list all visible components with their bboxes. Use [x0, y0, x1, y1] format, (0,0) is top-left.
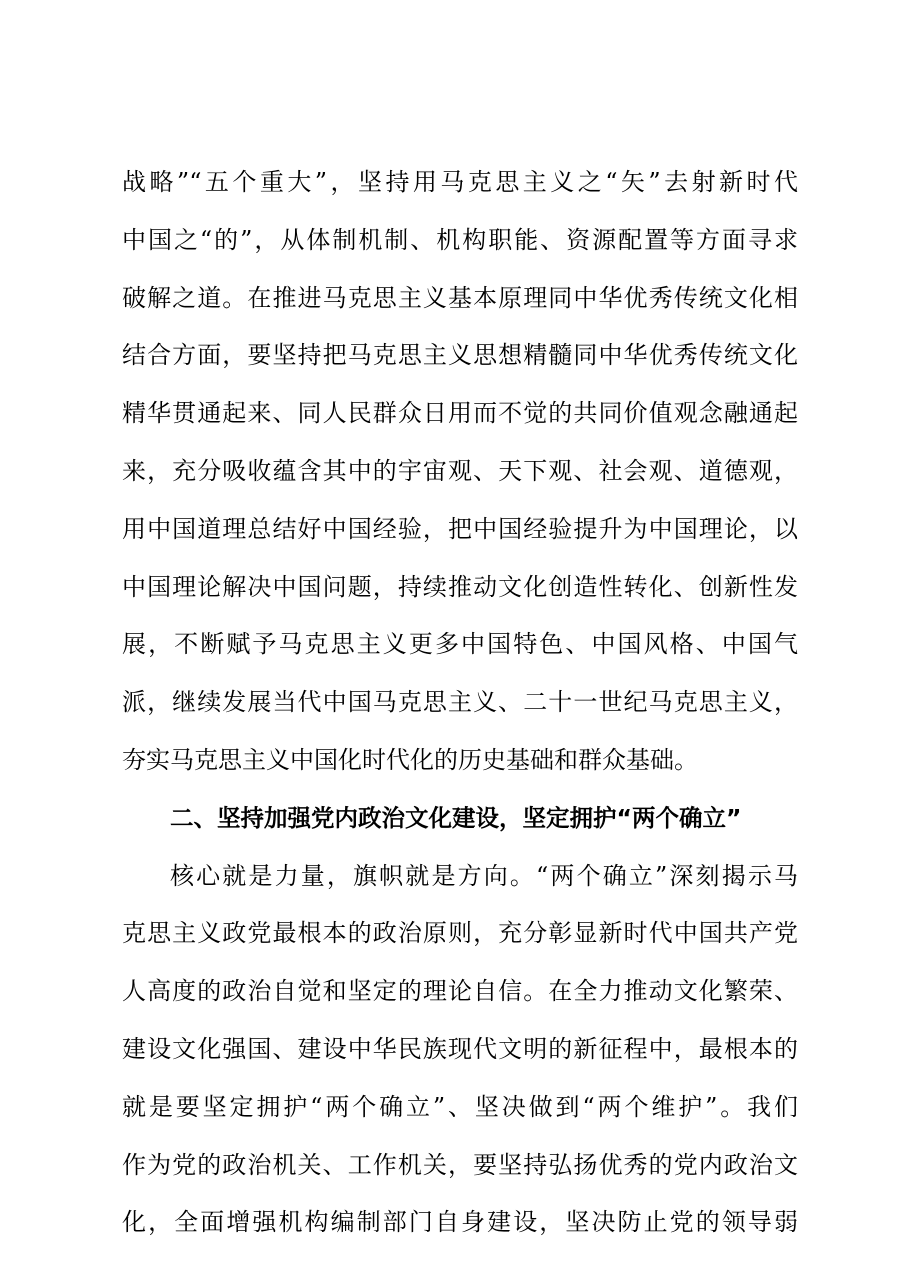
- body-text-line: 作为党的政治机关、工作机关，要坚持弘扬优秀的党内政治文: [122, 1150, 798, 1179]
- body-text-line: 核心就是力量，旗帜就是方向。“两个确立”深刻揭示马: [170, 861, 798, 890]
- body-text-line: 结合方面，要坚持把马克思主义思想精髓同中华优秀传统文化: [122, 341, 798, 370]
- document-body: [122, 154, 798, 1252]
- body-text-line: 派，继续发展当代中国马克思主义、二十一世纪马克思主义，: [122, 688, 798, 717]
- body-text-line: 战略”“五个重大”，坚持用马克思主义之“矢”去射新时代: [122, 168, 798, 196]
- body-text-line: 用中国道理总结好中国经验，把中国经验提升为中国理论，以: [122, 514, 798, 543]
- body-text-line: 人高度的政治自觉和坚定的理论自信。在全力推动文化繁荣、: [122, 977, 798, 1006]
- body-text-line: 来，充分吸收蕴含其中的宇宙观、天下观、社会观、道德观，: [122, 456, 798, 485]
- body-text-line: 展，不断赋予马克思主义更多中国特色、中国风格、中国气: [122, 630, 798, 659]
- body-text-line: 精华贯通起来、同人民群众日用而不觉的共同价值观念融通起: [122, 399, 798, 428]
- body-text-line: 克思主义政党最根本的政治原则，充分彰显新时代中国共产党: [122, 919, 798, 948]
- body-text-line: 就是要坚定拥护“两个确立”、坚决做到“两个维护”。我们: [122, 1092, 798, 1121]
- section-heading: 二、坚持加强党内政治文化建设，坚定拥护“两个确立”: [170, 803, 742, 832]
- body-text-line: 中国理论解决中国问题，持续推动文化创造性转化、创新性发: [122, 572, 798, 601]
- body-text-line: 破解之道。在推进马克思主义基本原理同中华优秀传统文化相: [122, 283, 798, 312]
- body-text-line: 中国之“的”，从体制机制、机构职能、资源配置等方面寻求: [122, 225, 798, 254]
- body-text-line: 化，全面增强机构编制部门自身建设，坚决防止党的领导弱: [122, 1208, 798, 1237]
- body-text-line: 夯实马克思主义中国化时代化的历史基础和群众基础。: [122, 745, 698, 774]
- body-text-line: 建设文化强国、建设中华民族现代文明的新征程中，最根本的: [122, 1034, 798, 1063]
